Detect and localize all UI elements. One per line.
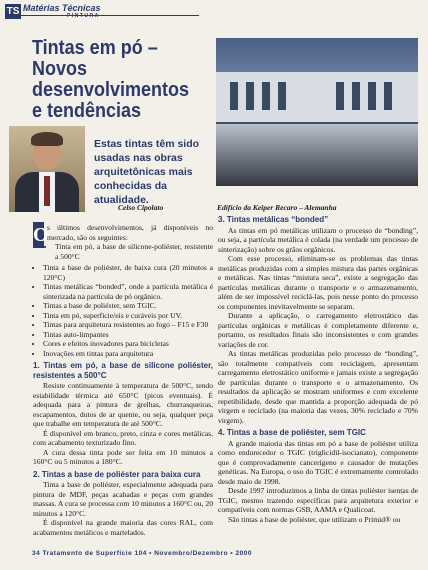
header-rule [21, 15, 199, 16]
list-item: • Inovações em tintas para arquitetura [43, 349, 213, 359]
tie-shape [44, 176, 50, 206]
section-heading: 1. Tintas em pó, a base de silicone poliéster, resistentes a 500°C [33, 361, 213, 380]
section-heading: 3. Tintas metálicas “bonded” [218, 215, 329, 224]
window-icon [352, 82, 360, 110]
body-paragraph: Com esse processo, eliminam-se os problemas das tintas metálicas produzidas com a simples mistura das partes orgânicas e metálicas. Nas tintas “mistura seca”, existe a segregação das partículas metálicas durante o transporte e o armazenamento, além de ser impossível reciclá-las, pois nesse ponto do processo os componentes inevitavelmente se separam. [218, 254, 418, 311]
window-icon [246, 82, 254, 110]
pull-quote: Estas tintas têm sido usadas nas obras arquitetônicas mais conhecidas da atualidade. [94, 138, 200, 206]
body-paragraph: É disponível na grande maioria das cores RAL, com acabamentos metálicos e martelados. [33, 518, 213, 537]
body-paragraph: Tinta a base de poliéster, especialmente adequada para pintura de MDF, peças acabadas e peças com grandes massas. A cura se processa com 10 minutos a 160°C ou, 20 minutos a 120°C. [33, 480, 213, 518]
window-icon [384, 82, 392, 110]
subsection-label: PINTURA [67, 13, 100, 19]
body-paragraph: Durante a aplicação, o carregamento eletrostático das partículas orgânicas e metálicas é completamente diferente e, portanto, os resultados finais são inconsistentes e com grandes variações de cor. [218, 311, 418, 349]
body-paragraph: A grande maioria das tintas em pó a base de poliéster utiliza como endurecedor o TGIC (triglicidil-isocianato), componente que é comprovadamente cancerígeno e causador de mutações genéticas. Na Europa, o uso do TGIC é extremamente controlado desde maio de 1998. [218, 438, 418, 486]
ts-logo-icon: TS [6, 6, 20, 17]
window-icon [368, 82, 376, 110]
drop-cap: O [33, 224, 49, 246]
body-paragraph: São tintas a base de poliéster, que utilizam o Primid® ou [228, 514, 401, 524]
list-item: • Tintas a base de poliéster, sem TGIC. [43, 301, 213, 311]
body-paragraph: É disponível em branco, preto, cinza e cores metálicas, com acabamento texturizado fino. [33, 428, 213, 447]
list-item: • Tintas para arquitetura resistentes ao fogo – F15 e F30 [43, 320, 213, 330]
list-item: • Tinta em pó, superfície/eis e curáveis por UV. [43, 311, 213, 321]
body-paragraph: Desde 1997 introduzimos a linha de tintas poliéster isentas de TGIC, mesmo trazendo específicas para arquitetura exterior e compatíveis com normas GSB, AAMA e Qualicoat. [218, 486, 418, 514]
window-icon [230, 82, 238, 110]
photo-caption: Edifício da Keiper Recaro – Alemanha [217, 203, 337, 212]
page-header [5, 3, 195, 21]
body-paragraph: Resiste continuamente à temperatura de 500°C, tendo estabilidade térmica até 650°C (picos eventuais). É adequada para a pintura de grelhas, churrasqueiras, escapamentos, dutos de ar quente, ou seja, qualquer peça que trabalhe em temperatura de até 500°C. [33, 381, 213, 428]
body-paragraph: As tintas metálicas produzidas pelo processo de “bonding”, são totalmente compatíveis com reciclagem, apresentam carregamento eletrostático uniforme e jamais existe a segregação de partículas durante o transporte e o armazenamento. Os resultados da aplicação se mostram uniformes e com excelente repetibilidade, desde que mantida a proporção adequada de pó virgem e reciclado (na maioria das vezes, 30% reciclado e 70% virgem). [218, 349, 418, 425]
building-photo [216, 38, 418, 186]
hair-shape [31, 132, 63, 146]
bullet-list [33, 263, 213, 358]
author-name: Celso Cipolato [118, 203, 164, 212]
list-item: • Tintas metálicas “bonded”, onde a partícula metálica é sinterizada na partícula de pó orgânico. [43, 282, 213, 301]
window-icon [278, 82, 286, 110]
water-reflection [216, 124, 418, 186]
window-icon [262, 82, 270, 110]
section-heading: 4. Tintas a base de poliéster, sem TGIC [218, 428, 366, 437]
page-footer: 34 Tratamento de Superfície 104 • Novembro/Dezembro • 2000 [32, 550, 252, 557]
intro-text [47, 223, 213, 261]
list-item: • Tinta em pó, a base de silicone-poliéster, resistente a 500°C [55, 242, 213, 261]
section-heading: 2. Tintas a base de poliéster para baixa cura [33, 469, 201, 479]
author-portrait [9, 126, 85, 212]
window-icon [336, 82, 344, 110]
list-item: • Cores e efeitos inovadores para bicicletas [43, 339, 213, 349]
list-item: • Tinta a base de poliéster, de baixa cura (20 minutos a 120°C) [43, 263, 213, 282]
left-column [33, 263, 213, 537]
section-label: Matérias Técnicas [23, 3, 101, 13]
article-title: Tintas em pó – Novos desenvolvimentos e tendências [32, 37, 190, 122]
list-item: • Tintas auto-limpantes [43, 330, 213, 340]
right-column [218, 212, 418, 524]
body-paragraph: A cura dessa tinta pode ser feita em 10 minutos a 160°C ou 5 minutos a 180°C. [33, 447, 213, 466]
intro-paragraph: s últimos desenvolvimentos, já disponíveis no mercado, são os seguintes: [47, 223, 213, 242]
body-paragraph: As tintas em pó metálicas utilizam o processo de “bonding”, ou seja, a partícula metálica é colada (na verdade um processo de sinterização) sobre os grãos orgânicos. [218, 225, 418, 254]
bullet-list [47, 242, 213, 261]
